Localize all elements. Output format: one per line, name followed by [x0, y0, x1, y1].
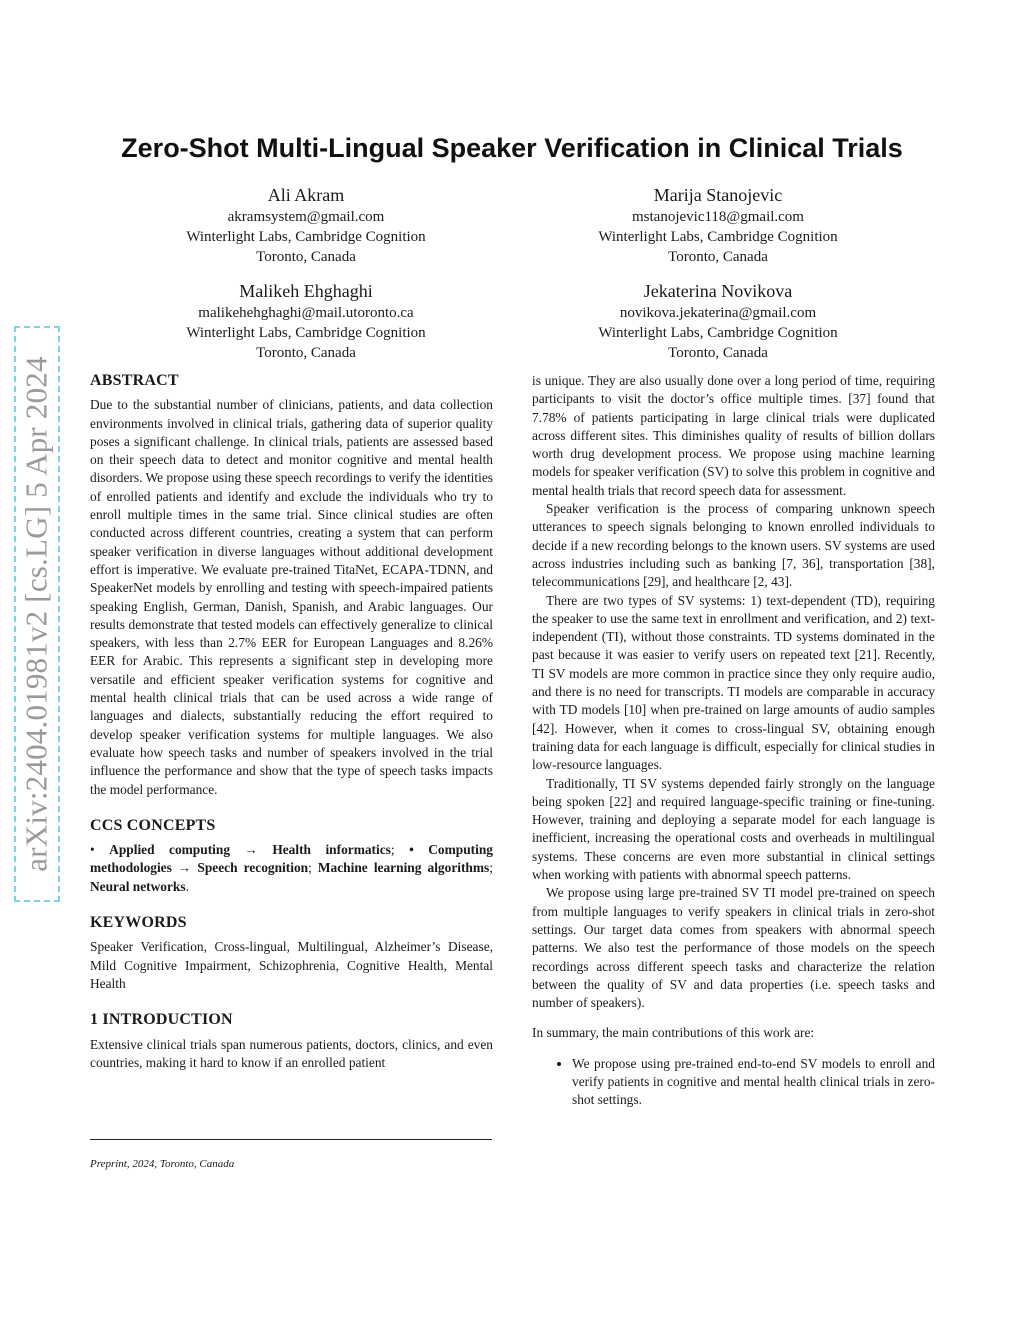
ccs-bullet: • [90, 842, 95, 858]
ccs-text [90, 841, 493, 896]
ccs-arrow: → [171, 860, 198, 876]
author-email: malikehehghaghi@mail.utoronto.ca [198, 305, 414, 321]
ccs-term: Neural networks [90, 878, 186, 894]
author-affiliation: Winterlight Labs, Cambridge Cognition [598, 325, 838, 341]
author-affiliation: Winterlight Labs, Cambridge Cognition [186, 229, 426, 245]
ccs-sep: ; [489, 860, 493, 876]
intro-paragraph: We propose using large pre-trained SV TI model pre-trained on speech from multiple languages to verify speakers in clinical trials in zero-shot settings. Our target data comes from speakers with abnormal speech patterns. We also test the performance of those models on the speech recordings across different speech tasks and characterize the relation between the quality of SV and data properties (i.e. speech tasks and number of speakers). [532, 885, 935, 1011]
right-column [532, 372, 935, 1110]
intro-text-left: Extensive clinical trials span numerous patients, doctors, clinics, and even countries, making it hard to know if an enrolled patient [90, 1036, 493, 1070]
ccs-sep: . [185, 878, 189, 894]
intro-heading: 1 INTRODUCTION [90, 1011, 233, 1029]
ccs-arrow: → [230, 842, 273, 858]
author-affiliation: Winterlight Labs, Cambridge Cognition [598, 229, 838, 245]
author-location: Toronto, Canada [668, 249, 768, 265]
ccs-sep: ; [308, 860, 318, 876]
intro-paragraph: There are two types of SV systems: 1) text-dependent (TD), requiring the speaker to use the same text in enrollment and verification, and 2) text-independent (TI), without those constraints. TD systems dominated in the past because it was easier to verify users on repeated text [21]. Recently, TI SV models are more common in practice since they only require audio, and there is no need for transcripts. TI models are comparable in accuracy with TD models [10] when pre-trained on large amounts of audio samples [42]. However, when it comes to cross-lingual SV, obtaining enough training data for each language is difficult, especially for clinical studies in low-resource languages. [532, 592, 935, 773]
intro-paragraph: Speaker verification is the process of comparing unknown speech utterances to speech signals belonging to known enrolled individuals to decide if a new recording belongs to the known users. SV systems are used across industries including such as banking [7, 36], transportation [38], telecommunications [29], and healthcare [2, 43]. [532, 501, 935, 590]
author-name: Jekaterina Novikova [643, 281, 793, 301]
ccs-term: Machine learning algorithms [317, 860, 490, 876]
keywords-heading: KEYWORDS [90, 914, 187, 932]
intro-paragraph: Traditionally, TI SV systems depended fairly strongly on the language being spoken [22] and required language-specific training or fine-tuning. However, training and deploying a separate model for each language is inefficient, increasing the operational costs and overheads in multilingual systems. These concerns are even more substantial in clinical settings when working with patients with abnormal speech patterns. [532, 775, 935, 883]
author-location: Toronto, Canada [668, 345, 768, 361]
ccs-term: Speech recognition [197, 860, 309, 876]
arxiv-id: arXiv:2404.01981v2 [cs.LG] 5 Apr 2024 [19, 356, 55, 872]
ccs-term: Health informatics [272, 842, 391, 858]
left-column [90, 372, 493, 1072]
author-location: Toronto, Canada [256, 249, 356, 265]
author-email: akramsystem@gmail.com [227, 209, 385, 225]
author-name: Marija Stanojevic [653, 185, 783, 205]
author-block [156, 280, 456, 363]
footnote-rule [90, 1139, 492, 1140]
ccs-heading: CCS CONCEPTS [90, 816, 216, 834]
footnote: Preprint, 2024, Toronto, Canada [90, 1158, 235, 1170]
ccs-sep: ; [390, 842, 410, 858]
ccs-term: • Computing methodologies [90, 842, 493, 876]
contributions-intro: In summary, the main contributions of this work are: [532, 1025, 815, 1041]
keywords-text: Speaker Verification, Cross-lingual, Multilingual, Alzheimer’s Disease, Mild Cognitive Impairment, Schizophrenia, Cognitive Health, Mental Health [90, 939, 493, 991]
author-name: Ali Akram [267, 185, 345, 205]
contributions-list [532, 1055, 935, 1110]
author-block [156, 184, 456, 267]
author-block [568, 280, 868, 363]
paper-title: Zero-Shot Multi-Lingual Speaker Verification in Clinical Trials [121, 133, 903, 163]
arxiv-stamp [14, 326, 60, 902]
author-name: Malikeh Ehghaghi [239, 281, 373, 301]
author-email: mstanojevic118@gmail.com [632, 209, 804, 225]
abstract-heading: ABSTRACT [90, 372, 179, 389]
author-email: novikova.jekaterina@gmail.com [619, 305, 817, 321]
author-block [568, 184, 868, 267]
author-location: Toronto, Canada [256, 345, 356, 361]
intro-paragraph: is unique. They are also usually done over a long period of time, requiring participants to visit the doctor’s office multiple times. [37] found that 7.78% of patients participating in large clinical trials were duplicated across different sites. This diminishes quality of results of billion dollars worth drug development process. We propose using machine learning models for speaker verification (SV) to solve this problem in cognitive and mental health trials that record speech data for assessment. [532, 373, 935, 498]
ccs-term: Applied computing [109, 842, 231, 858]
contribution-item: • We propose using pre-trained end-to-end SV models to enroll and verify patients in cognitive and mental health clinical trials in zero-shot settings. [572, 1055, 935, 1110]
author-affiliation: Winterlight Labs, Cambridge Cognition [186, 325, 426, 341]
abstract-text: Due to the substantial number of clinicians, patients, and data collection environments involved in clinical trials, gathering data of superior quality poses a significant challenge. In clinical trials, patients are assessed based on their speech data to detect and monitor cognitive and mental health disorders. We propose using these speech recordings to verify the identities of enrolled patients and identify and exclude the individuals who try to enroll multiple times in the same trial. Since clinical studies are often conducted across different countries, creating a system that can perform speaker verification in diverse languages without additional development effort is imperative. We evaluate pre-trained TitaNet, ECAPA-TDNN, and SpeakerNet models by enrolling and testing with speech-impaired patients speaking English, German, Danish, Spanish, and Arabic languages. Our results demonstrate that tested models can effectively generalize to clinical speakers, with less than 2.7% EER for European Languages and 8.26% EER for Arabic. This represents a significant step in developing more versatile and efficient speaker verification systems for cognitive and mental health clinical trials that can be used across a wide range of languages and dialects, substantially reducing the effort required to develop speaker verification systems for multiple languages. We also evaluate how speech tasks and number of speakers involved in the trial influence the performance and show that the type of speech tasks impacts the model performance. [90, 397, 493, 797]
